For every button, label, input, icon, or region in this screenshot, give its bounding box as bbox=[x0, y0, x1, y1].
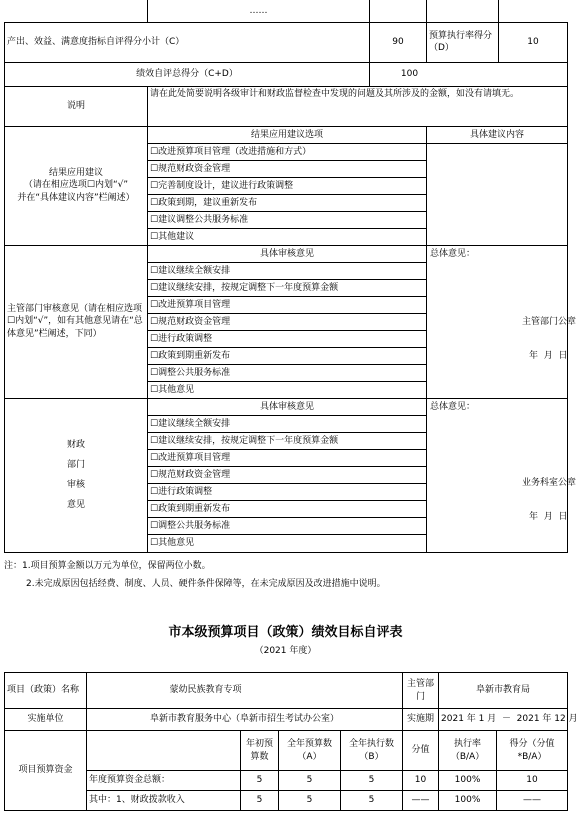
cell: 5 bbox=[241, 771, 279, 791]
finance-review-label bbox=[5, 398, 148, 552]
dept-review-option[interactable]: ☐其他意见 bbox=[150, 384, 195, 395]
finance-review-header: 具体审核意见 bbox=[148, 399, 426, 416]
dept-review-option[interactable]: ☐改进预算项目管理 bbox=[148, 297, 426, 314]
finance-date: 年 月 日 bbox=[529, 511, 568, 522]
note-1: 注：1.项目预算金额以万元为单位，保留两位小数。 bbox=[4, 561, 211, 571]
dept-review-option[interactable]: ☐进行政策调整 bbox=[148, 331, 426, 348]
cell: —— bbox=[403, 791, 439, 811]
finance-review-option[interactable]: ☐建议继续安排，按规定调整下一年度预算金额 bbox=[148, 433, 426, 450]
col-header: 得分（分值*B/A） bbox=[497, 731, 568, 771]
cell: 5 bbox=[341, 791, 403, 811]
dept-date: 年 月 日 bbox=[529, 350, 568, 361]
col-header: 执行率（B/A） bbox=[439, 731, 497, 771]
finance-label-char: 财政 bbox=[66, 440, 85, 450]
cell: 5 bbox=[279, 791, 341, 811]
dept-label: 主管部门 bbox=[403, 673, 439, 709]
unit-label: 实施单位 bbox=[5, 709, 87, 731]
dept-review-option[interactable]: ☐规范财政资金管理 bbox=[148, 314, 426, 331]
page-year: （2021 年度） bbox=[254, 646, 317, 656]
cell: 10 bbox=[403, 771, 439, 791]
project-name-label: 项目（政策）名称 bbox=[5, 673, 87, 709]
finance-review-option[interactable]: ☐改进预算项目管理 bbox=[148, 450, 426, 467]
col-header: 全年执行数（B） bbox=[341, 731, 403, 771]
col-header: 分值 bbox=[403, 731, 439, 771]
finance-review-option[interactable]: ☐政策到期重新发布 bbox=[148, 501, 426, 518]
suggestion-option[interactable]: ☐政策到期，建议重新发布 bbox=[148, 195, 426, 212]
finance-review-option[interactable]: ☐调整公共服务标准 bbox=[148, 518, 426, 535]
period-value: 2021 年 1 月 － 2021 年 12 月 bbox=[439, 709, 568, 731]
row-label: 其中：1、财政拨款收入 bbox=[87, 791, 241, 811]
dept-review-option[interactable]: ☐建议继续安排，按规定调整下一年度预算金额 bbox=[148, 280, 426, 297]
self-eval-summary-table bbox=[4, 0, 577, 553]
suggestion-option[interactable]: ☐规范财政资金管理 bbox=[148, 161, 426, 178]
finance-overall-label: 总体意见： bbox=[430, 401, 476, 412]
notes bbox=[4, 557, 567, 593]
finance-seal: 业务科室公章 bbox=[522, 477, 577, 488]
note-2: 2.未完成原因包括经费、制度、人员、硬件条件保障等，在未完成原因及改进措施中说明。 bbox=[26, 579, 386, 589]
explain-text: 请在此处简要说明各级审计和财政监督检查中发现的问题及其所涉及的金额，如没有请填无。 bbox=[148, 86, 568, 126]
finance-review-option[interactable]: ☐进行政策调整 bbox=[148, 484, 426, 501]
cell: 5 bbox=[241, 791, 279, 811]
suggestion-option[interactable]: ☐其他建议 bbox=[150, 231, 195, 242]
dept-review-header: 具体审核意见 bbox=[148, 246, 426, 263]
finance-label-char: 审核 bbox=[66, 480, 85, 490]
explain-label: 说明 bbox=[5, 86, 148, 126]
finance-review-options bbox=[148, 398, 427, 552]
dept-review-label: 主管部门审核意见（请在相应选项☐内划“√”，如有其他意见请在“总体意见”栏阐述，下同） bbox=[5, 245, 148, 398]
suggestion-option[interactable]: ☐完善制度设计，建议进行政策调整 bbox=[148, 178, 426, 195]
col-header: 年初预算数 bbox=[241, 731, 279, 771]
col-header: 全年预算数（A） bbox=[279, 731, 341, 771]
cut-text: …… bbox=[148, 0, 370, 22]
page-title: 市本级预算项目（政策）绩效目标自评表 bbox=[168, 625, 403, 640]
suggestion-label-line3: 并在“具体建议内容”栏阐述） bbox=[17, 192, 135, 203]
budget-eval-table bbox=[4, 672, 578, 811]
cell: —— bbox=[497, 791, 568, 811]
finance-review-option[interactable]: ☐建议继续全额安排 bbox=[148, 416, 426, 433]
cell: 100% bbox=[439, 771, 497, 791]
table-row bbox=[5, 791, 568, 811]
dept-review-overall[interactable] bbox=[427, 245, 577, 398]
project-name-value: 蒙幼民族教育专项 bbox=[87, 673, 403, 709]
suggestion-option[interactable]: ☐改进预算项目管理（改进措施和方式） bbox=[148, 144, 426, 161]
cell: 5 bbox=[279, 771, 341, 791]
suggestion-label bbox=[5, 126, 148, 245]
finance-review-option[interactable]: ☐规范财政资金管理 bbox=[148, 467, 426, 484]
suggestion-option[interactable]: ☐建议调整公共服务标准 bbox=[148, 212, 426, 229]
finance-label-char: 意见 bbox=[66, 500, 85, 510]
period-label: 实施期 bbox=[403, 709, 439, 731]
dept-review-options bbox=[148, 245, 427, 398]
dept-value: 阜新市教育局 bbox=[439, 673, 568, 709]
dept-review-option[interactable]: ☐建议继续全额安排 bbox=[148, 263, 426, 280]
dept-seal: 主管部门公章 bbox=[522, 316, 577, 327]
fund-label: 项目预算资金 bbox=[5, 731, 87, 811]
row-label: 年度预算资金总额： bbox=[87, 771, 241, 791]
subtotal-value: 90 bbox=[370, 22, 427, 62]
total-label: 绩效自评总得分（C+D） bbox=[5, 62, 370, 86]
finance-review-overall[interactable] bbox=[427, 398, 577, 552]
cell: 100% bbox=[439, 791, 497, 811]
suggestion-options-header: 结果应用建议选项 bbox=[148, 127, 426, 144]
suggestion-content-header: 具体建议内容 bbox=[427, 127, 567, 144]
finance-review-option[interactable]: ☐其他意见 bbox=[150, 537, 195, 548]
dept-overall-label: 总体意见： bbox=[430, 248, 476, 259]
exec-rate-value: 10 bbox=[499, 22, 568, 62]
suggestion-label-line2: （请在相应选项☐内划“√” bbox=[23, 180, 129, 191]
subtotal-label: 产出、效益、满意度指标自评得分小计（C） bbox=[5, 22, 370, 62]
dept-review-option[interactable]: ☐政策到期重新发布 bbox=[148, 348, 426, 365]
unit-value: 阜新市教育服务中心（阜新市招生考试办公室） bbox=[87, 709, 403, 731]
cell: 5 bbox=[341, 771, 403, 791]
total-value: 100 bbox=[370, 62, 568, 86]
suggestion-options bbox=[148, 126, 427, 245]
finance-label-char: 部门 bbox=[66, 460, 85, 470]
cell: 10 bbox=[497, 771, 568, 791]
suggestion-content[interactable] bbox=[427, 126, 568, 245]
dept-review-option[interactable]: ☐调整公共服务标准 bbox=[148, 365, 426, 382]
table-row bbox=[5, 771, 568, 791]
exec-rate-label: 预算执行率得分（D） bbox=[427, 22, 499, 62]
suggestion-label-line1: 结果应用建议 bbox=[48, 168, 103, 179]
